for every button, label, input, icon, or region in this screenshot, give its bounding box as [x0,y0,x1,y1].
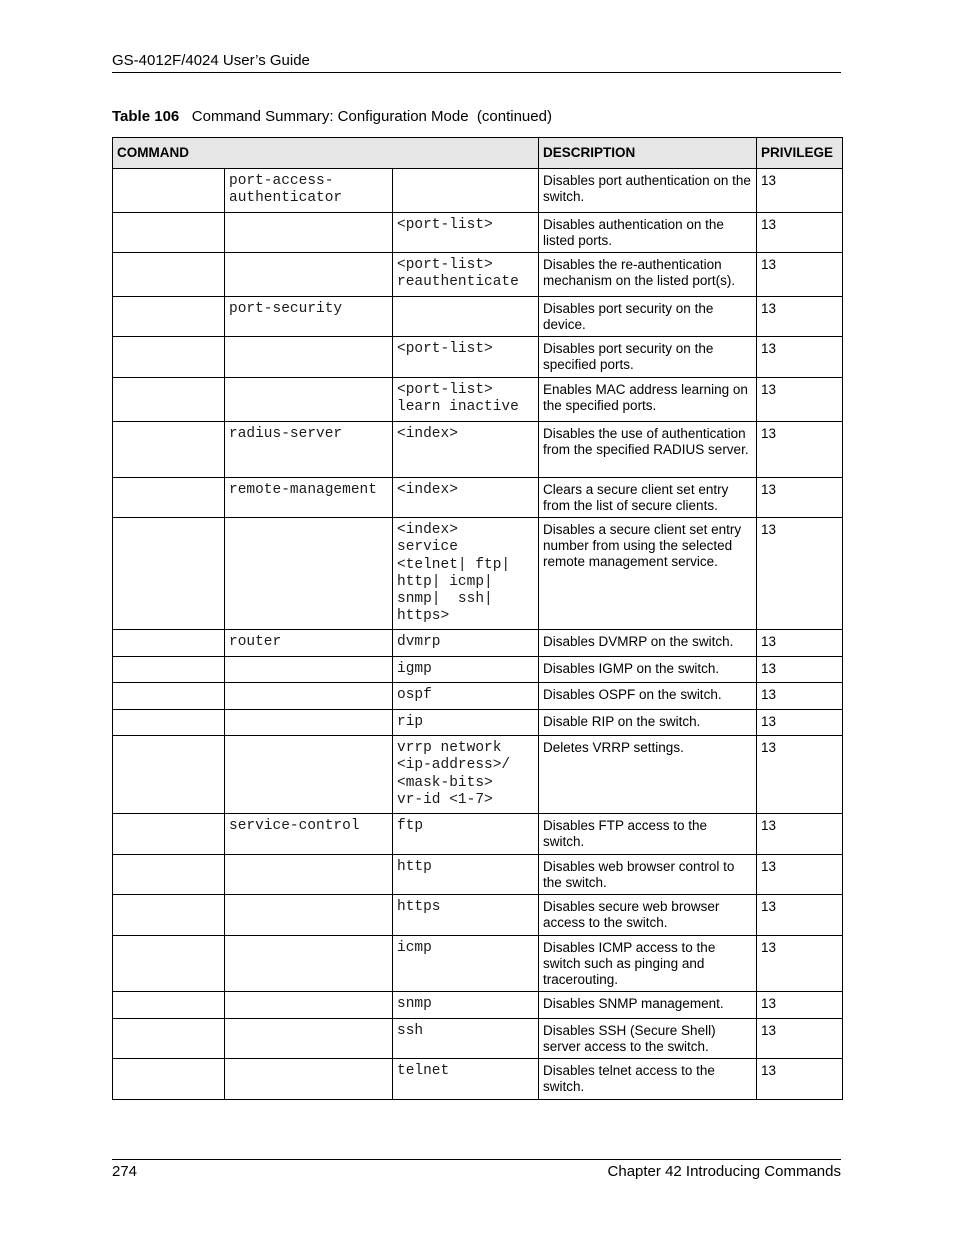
description-cell: Disables port authentication on the switch. [539,169,757,213]
privilege-cell: 13 [757,518,843,630]
table-row [113,936,843,992]
command-level3-cell: ftp [393,814,539,855]
table-row [113,992,843,1019]
table-row [113,683,843,710]
command-level1-cell [113,710,225,736]
command-level1-cell [113,253,225,297]
command-level3-cell [393,297,539,337]
description-cell: Disables SNMP management. [539,992,757,1019]
command-level2-cell: radius-server [225,422,393,478]
command-level3-cell: telnet [393,1059,539,1100]
privilege-cell: 13 [757,895,843,936]
privilege-cell: 13 [757,253,843,297]
privilege-cell: 13 [757,992,843,1019]
privilege-cell: 13 [757,478,843,518]
command-level1-cell [113,683,225,710]
command-level1-cell [113,992,225,1019]
command-level2-cell [225,936,393,992]
table-row [113,422,843,478]
table-number: Table 106 [112,108,180,125]
privilege-cell: 13 [757,337,843,378]
header-command: COMMAND [113,138,539,169]
command-level2-cell [225,992,393,1019]
command-level3-cell: https [393,895,539,936]
privilege-cell: 13 [757,683,843,710]
command-level2-cell [225,683,393,710]
header-privilege: PRIVILEGE [757,138,843,169]
page-number: 274 [112,1163,138,1180]
privilege-cell: 13 [757,169,843,213]
table-row [113,253,843,297]
table-row [113,736,843,814]
privilege-cell: 13 [757,1019,843,1059]
running-header [112,51,841,73]
table-row [113,855,843,895]
table-row [113,895,843,936]
privilege-cell: 13 [757,736,843,814]
command-level2-cell [225,736,393,814]
table-row [113,1019,843,1059]
command-level1-cell [113,1059,225,1100]
command-level3-cell: <index> service <telnet| ftp| http| icmp| snmp| ssh| https> [393,518,539,630]
privilege-cell: 13 [757,297,843,337]
description-cell: Disables telnet access to the switch. [539,1059,757,1100]
command-level3-cell: http [393,855,539,895]
command-level1-cell [113,422,225,478]
command-level3-cell: dvmrp [393,630,539,657]
description-cell: Disables ICMP access to the switch such as pinging and tracerouting. [539,936,757,992]
command-level2-cell [225,1019,393,1059]
command-level2-cell [225,855,393,895]
command-level1-cell [113,213,225,253]
description-cell: Disables secure web browser access to the switch. [539,895,757,936]
command-level1-cell [113,378,225,422]
command-level3-cell: ssh [393,1019,539,1059]
description-cell: Disables DVMRP on the switch. [539,630,757,657]
command-level3-cell: <index> [393,422,539,478]
command-level1-cell [113,855,225,895]
command-level2-cell [225,253,393,297]
command-level2-cell: service-control [225,814,393,855]
command-level2-cell: port-access- authenticator [225,169,393,213]
command-level2-cell [225,895,393,936]
description-cell: Disables a secure client set entry number from using the selected remote management service. [539,518,757,630]
command-level1-cell [113,1019,225,1059]
table-caption [112,108,552,126]
description-cell: Deletes VRRP settings. [539,736,757,814]
description-cell: Disables OSPF on the switch. [539,683,757,710]
description-cell: Disables the re-authentication mechanism on the listed port(s). [539,253,757,297]
table-row [113,657,843,683]
command-level3-cell: <index> [393,478,539,518]
guide-title: GS-4012F/4024 User’s Guide [112,52,310,69]
privilege-cell: 13 [757,710,843,736]
table-row [113,169,843,213]
command-level3-cell [393,169,539,213]
command-level3-cell: <port-list> [393,337,539,378]
running-footer [112,1159,841,1180]
description-cell: Disables IGMP on the switch. [539,657,757,683]
command-level2-cell [225,518,393,630]
description-cell: Enables MAC address learning on the specified ports. [539,378,757,422]
command-level3-cell: ospf [393,683,539,710]
command-level2-cell [225,710,393,736]
command-level3-cell: <port-list> learn inactive [393,378,539,422]
command-level1-cell [113,657,225,683]
description-cell: Disables authentication on the listed ports. [539,213,757,253]
description-cell: Clears a secure client set entry from the list of secure clients. [539,478,757,518]
command-level3-cell: rip [393,710,539,736]
description-cell: Disables FTP access to the switch. [539,814,757,855]
table-row [113,378,843,422]
command-level1-cell [113,518,225,630]
command-level1-cell [113,736,225,814]
command-level3-cell: igmp [393,657,539,683]
privilege-cell: 13 [757,657,843,683]
table-header-row [113,138,843,169]
table-title: Command Summary: Configuration Mode (continued) [191,108,552,125]
command-level1-cell [113,936,225,992]
table-row [113,518,843,630]
description-cell: Disables port security on the specified ports. [539,337,757,378]
command-level2-cell [225,337,393,378]
privilege-cell: 13 [757,814,843,855]
table-row [113,630,843,657]
command-level2-cell: port-security [225,297,393,337]
command-level2-cell [225,378,393,422]
command-level2-cell: remote-management [225,478,393,518]
description-cell: Disables SSH (Secure Shell) server access to the switch. [539,1019,757,1059]
command-level2-cell [225,213,393,253]
privilege-cell: 13 [757,213,843,253]
command-level1-cell [113,630,225,657]
command-level1-cell [113,814,225,855]
command-level1-cell [113,337,225,378]
table-row [113,710,843,736]
command-level1-cell [113,895,225,936]
description-cell: Disables the use of authentication from the specified RADIUS server. [539,422,757,478]
table-row [113,297,843,337]
command-level3-cell: icmp [393,936,539,992]
table-row [113,814,843,855]
table-row [113,478,843,518]
table-body [113,169,843,1100]
command-level1-cell [113,169,225,213]
privilege-cell: 13 [757,936,843,992]
table-row [113,213,843,253]
command-level2-cell [225,1059,393,1100]
command-level2-cell: router [225,630,393,657]
privilege-cell: 13 [757,422,843,478]
privilege-cell: 13 [757,1059,843,1100]
privilege-cell: 13 [757,630,843,657]
command-level3-cell: <port-list> [393,213,539,253]
command-level3-cell: vrrp network <ip-address>/ <mask-bits> vr-id <1-7> [393,736,539,814]
privilege-cell: 13 [757,855,843,895]
command-level3-cell: snmp [393,992,539,1019]
privilege-cell: 13 [757,378,843,422]
header-description: DESCRIPTION [539,138,757,169]
command-level1-cell [113,478,225,518]
command-level2-cell [225,657,393,683]
table-row [113,1059,843,1100]
command-level1-cell [113,297,225,337]
command-level3-cell: <port-list> reauthenticate [393,253,539,297]
table-row [113,337,843,378]
description-cell: Disables port security on the device. [539,297,757,337]
description-cell: Disable RIP on the switch. [539,710,757,736]
chapter-title: Chapter 42 Introducing Commands [607,1163,841,1180]
description-cell: Disables web browser control to the switch. [539,855,757,895]
command-summary-table [112,137,843,1100]
